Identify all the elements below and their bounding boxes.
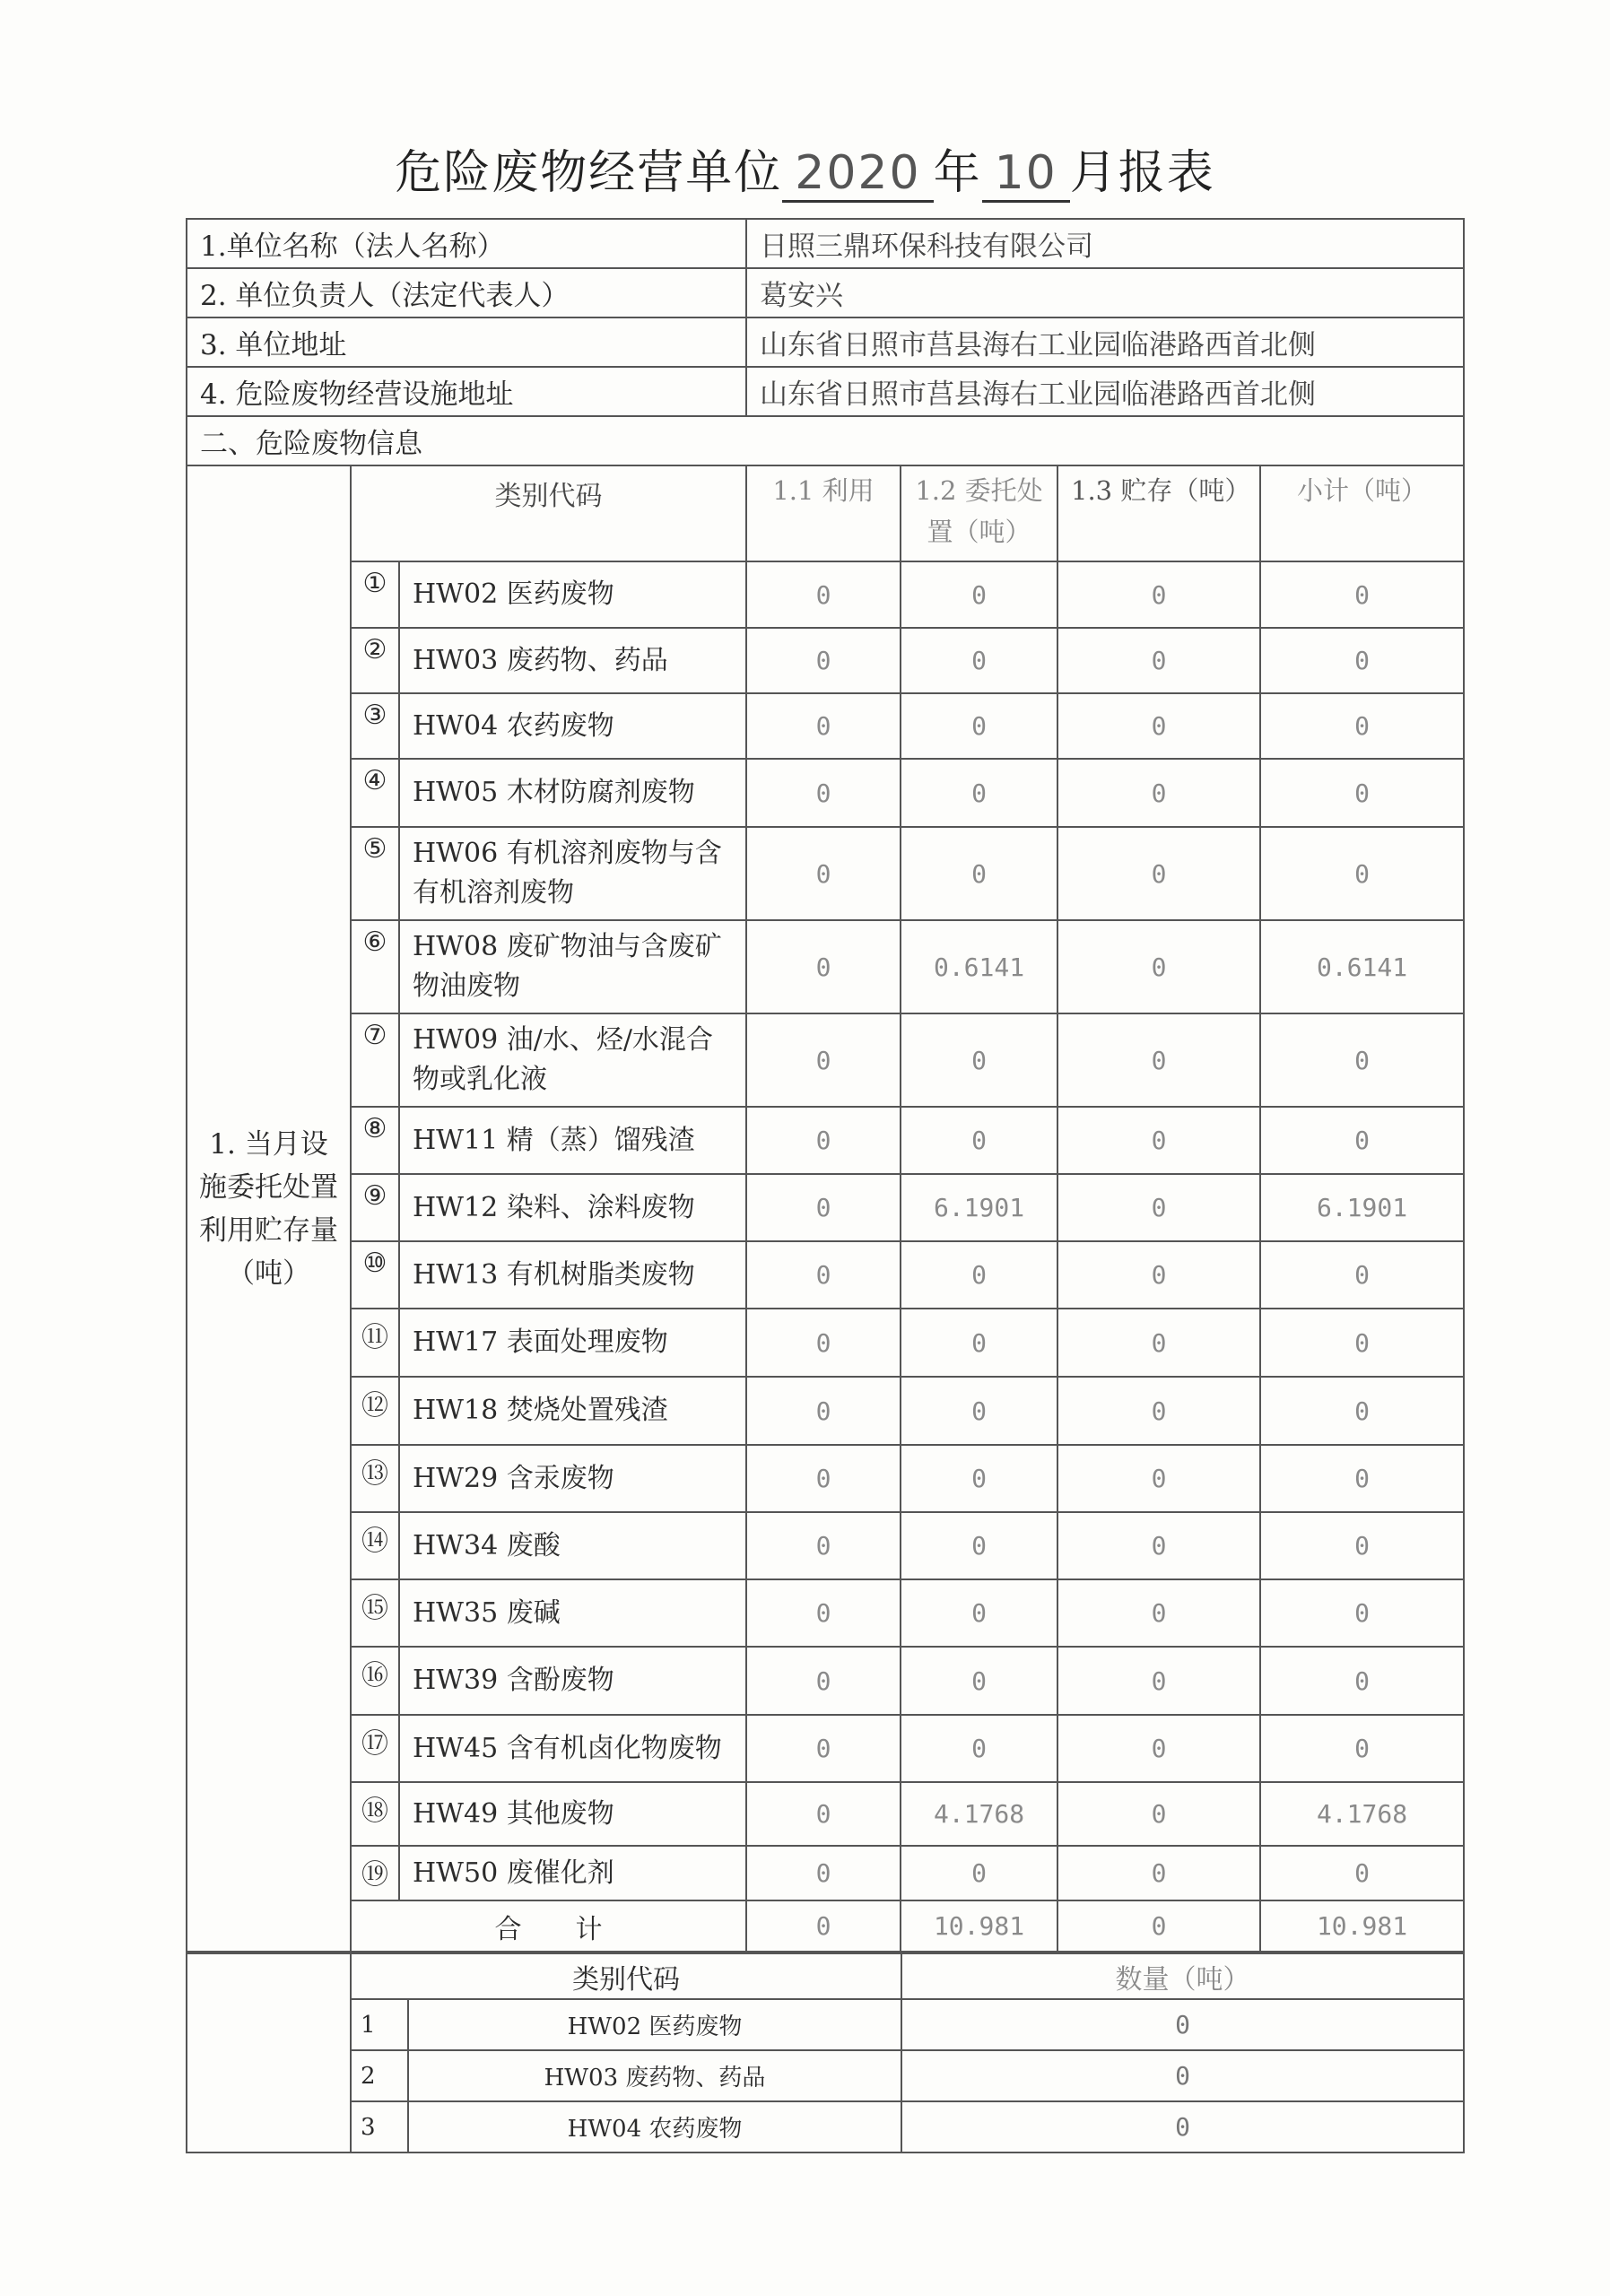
- info-row: [187, 219, 1464, 268]
- row-subtotal: 0: [1260, 693, 1464, 759]
- total-row: [187, 1900, 1464, 1952]
- report-table: [186, 218, 1465, 1952]
- sub-row: [187, 2101, 1464, 2152]
- row-use: 0: [746, 1241, 901, 1309]
- table-row: [187, 561, 1464, 628]
- sub-group-cell: [187, 1953, 351, 2152]
- row-entrust: 4.1768: [901, 1782, 1057, 1846]
- row-code: HW35 废碱: [399, 1579, 746, 1647]
- row-store: 0: [1057, 1309, 1260, 1377]
- row-code: HW17 表面处理废物: [399, 1309, 746, 1377]
- table-row: [187, 1377, 1464, 1445]
- row-store: 0: [1057, 1445, 1260, 1512]
- row-no: ④: [351, 759, 399, 827]
- row-subtotal: 0.6141: [1260, 920, 1464, 1013]
- row-no: ⑩: [351, 1241, 399, 1309]
- row-entrust: 0: [901, 1647, 1057, 1715]
- sub-row-code: HW02 医药废物: [408, 1999, 901, 2050]
- table-row: [187, 1107, 1464, 1174]
- info-value: 葛安兴: [746, 268, 1464, 317]
- sub-row: [187, 1999, 1464, 2050]
- row-subtotal: 0: [1260, 827, 1464, 920]
- row-use: 0: [746, 1445, 901, 1512]
- table-row: [187, 759, 1464, 827]
- info-label: 2. 单位负责人（法定代表人）: [187, 268, 746, 317]
- col-header-subtotal: 小计（吨）: [1260, 465, 1464, 561]
- row-store: 0: [1057, 561, 1260, 628]
- table-row: [187, 920, 1464, 1013]
- row-no: ②: [351, 628, 399, 693]
- report-form: [186, 218, 1463, 2143]
- sub-row-qty: 0: [901, 2101, 1464, 2152]
- info-row: [187, 367, 1464, 416]
- row-code: HW06 有机溶剂废物与含有机溶剂废物: [399, 827, 746, 920]
- row-code: HW12 染料、涂料废物: [399, 1174, 746, 1241]
- total-subtotal: 10.981: [1260, 1900, 1464, 1952]
- col-header-code: 类别代码: [351, 465, 746, 561]
- row-use: 0: [746, 561, 901, 628]
- info-value: 日照三鼎环保科技有限公司: [746, 219, 1464, 268]
- row-subtotal: 0: [1260, 1579, 1464, 1647]
- table-row: [187, 1445, 1464, 1512]
- table-row: [187, 1241, 1464, 1309]
- row-entrust: 0: [901, 561, 1057, 628]
- table-row: [187, 1846, 1464, 1900]
- row-no: ⑫: [351, 1377, 399, 1445]
- row-store: 0: [1057, 1013, 1260, 1107]
- row-use: 0: [746, 1579, 901, 1647]
- row-store: 0: [1057, 827, 1260, 920]
- row-entrust: 0: [901, 1579, 1057, 1647]
- total-store: 0: [1057, 1900, 1260, 1952]
- row-no: ⑧: [351, 1107, 399, 1174]
- row-no: ⑱: [351, 1782, 399, 1846]
- row-code: HW34 废酸: [399, 1512, 746, 1579]
- row-entrust: 0: [901, 1512, 1057, 1579]
- info-label: 4. 危险废物经营设施地址: [187, 367, 746, 416]
- row-store: 0: [1057, 1782, 1260, 1846]
- row-no: ⑨: [351, 1174, 399, 1241]
- sub-header-row: [187, 1953, 1464, 1999]
- row-entrust: 0.6141: [901, 920, 1057, 1013]
- section-heading: 二、危险废物信息: [187, 416, 1464, 465]
- row-store: 0: [1057, 1241, 1260, 1309]
- row-entrust: 0: [901, 1377, 1057, 1445]
- table-row: [187, 1647, 1464, 1715]
- table-header-row: [187, 465, 1464, 561]
- row-no: ⑯: [351, 1647, 399, 1715]
- row-subtotal: 4.1768: [1260, 1782, 1464, 1846]
- row-subtotal: 0: [1260, 1846, 1464, 1900]
- row-store: 0: [1057, 1512, 1260, 1579]
- row-use: 0: [746, 1512, 901, 1579]
- col-header-store: 1.3 贮存（吨）: [1057, 465, 1260, 561]
- row-no: ⑭: [351, 1512, 399, 1579]
- row-store: 0: [1057, 693, 1260, 759]
- row-subtotal: 0: [1260, 1013, 1464, 1107]
- row-code: HW13 有机树脂类废物: [399, 1241, 746, 1309]
- table-row: [187, 1715, 1464, 1782]
- row-subtotal: 0: [1260, 1309, 1464, 1377]
- sub-row: [187, 2050, 1464, 2101]
- row-no: ⑮: [351, 1579, 399, 1647]
- row-subtotal: 0: [1260, 561, 1464, 628]
- row-use: 0: [746, 1846, 901, 1900]
- title-suffix: 月报表: [1069, 146, 1215, 200]
- row-use: 0: [746, 827, 901, 920]
- title-month: 10: [982, 146, 1070, 203]
- page-title: [0, 135, 1610, 203]
- row-subtotal: 6.1901: [1260, 1174, 1464, 1241]
- row-use: 0: [746, 1174, 901, 1241]
- total-label: 合 计: [351, 1900, 746, 1952]
- row-entrust: 0: [901, 1107, 1057, 1174]
- row-use: 0: [746, 1309, 901, 1377]
- row-use: 0: [746, 920, 901, 1013]
- table-row: [187, 1174, 1464, 1241]
- section-row: [187, 416, 1464, 465]
- row-code: HW39 含酚废物: [399, 1647, 746, 1715]
- info-label: 3. 单位地址: [187, 317, 746, 367]
- row-code: HW02 医药废物: [399, 561, 746, 628]
- row-entrust: 0: [901, 628, 1057, 693]
- table-row: [187, 628, 1464, 693]
- info-row: [187, 268, 1464, 317]
- row-entrust: 0: [901, 827, 1057, 920]
- row-entrust: 0: [901, 1241, 1057, 1309]
- row-store: 0: [1057, 1579, 1260, 1647]
- row-subtotal: 0: [1260, 1377, 1464, 1445]
- row-use: 0: [746, 693, 901, 759]
- col-header-use: 1.1 利用: [746, 465, 901, 561]
- info-value: 山东省日照市莒县海右工业园临港路西首北侧: [746, 367, 1464, 416]
- sub-row-qty: 0: [901, 1999, 1464, 2050]
- table-row: [187, 693, 1464, 759]
- row-code: HW09 油/水、烃/水混合物或乳化液: [399, 1013, 746, 1107]
- row-code: HW08 废矿物油与含废矿物油废物: [399, 920, 746, 1013]
- sub-row-code: HW03 废药物、药品: [408, 2050, 901, 2101]
- row-code: HW45 含有机卤化物废物: [399, 1715, 746, 1782]
- sub-row-no: 2: [351, 2050, 408, 2101]
- row-store: 0: [1057, 1647, 1260, 1715]
- row-code: HW49 其他废物: [399, 1782, 746, 1846]
- row-subtotal: 0: [1260, 1107, 1464, 1174]
- row-entrust: 0: [901, 1846, 1057, 1900]
- row-no: ⑰: [351, 1715, 399, 1782]
- row-use: 0: [746, 1715, 901, 1782]
- row-code: HW29 含汞废物: [399, 1445, 746, 1512]
- row-entrust: 0: [901, 1715, 1057, 1782]
- row-no: ⑦: [351, 1013, 399, 1107]
- group-label: 1. 当月设施委托处置利用贮存量（吨）: [187, 465, 351, 1952]
- row-use: 0: [746, 1782, 901, 1846]
- table-row: [187, 827, 1464, 920]
- row-store: 0: [1057, 1377, 1260, 1445]
- row-code: HW11 精（蒸）馏残渣: [399, 1107, 746, 1174]
- row-use: 0: [746, 759, 901, 827]
- row-subtotal: 0: [1260, 1445, 1464, 1512]
- row-code: HW05 木材防腐剂废物: [399, 759, 746, 827]
- row-entrust: 6.1901: [901, 1174, 1057, 1241]
- row-no: ⑬: [351, 1445, 399, 1512]
- row-subtotal: 0: [1260, 759, 1464, 827]
- row-no: ⑥: [351, 920, 399, 1013]
- title-year-unit: 年: [933, 146, 982, 200]
- row-use: 0: [746, 1647, 901, 1715]
- table-row: [187, 1512, 1464, 1579]
- row-code: HW18 焚烧处置残渣: [399, 1377, 746, 1445]
- row-no: ⑤: [351, 827, 399, 920]
- total-entrust: 10.981: [901, 1900, 1057, 1952]
- sub-row-no: 1: [351, 1999, 408, 2050]
- row-store: 0: [1057, 1715, 1260, 1782]
- info-row: [187, 317, 1464, 367]
- row-code: HW03 废药物、药品: [399, 628, 746, 693]
- row-no: ⑪: [351, 1309, 399, 1377]
- row-subtotal: 0: [1260, 628, 1464, 693]
- row-no: ⑲: [351, 1846, 399, 1900]
- row-store: 0: [1057, 628, 1260, 693]
- row-store: 0: [1057, 759, 1260, 827]
- title-prefix: 危险废物经营单位: [395, 146, 783, 200]
- row-entrust: 0: [901, 759, 1057, 827]
- row-use: 0: [746, 1107, 901, 1174]
- row-use: 0: [746, 1377, 901, 1445]
- row-entrust: 0: [901, 693, 1057, 759]
- row-code: HW04 农药废物: [399, 693, 746, 759]
- row-code: HW50 废催化剂: [399, 1846, 746, 1900]
- col-header-entrust: 1.2 委托处置（吨）: [901, 465, 1057, 561]
- row-subtotal: 0: [1260, 1512, 1464, 1579]
- sub-row-qty: 0: [901, 2050, 1464, 2101]
- row-use: 0: [746, 628, 901, 693]
- sub-col-code: 类别代码: [351, 1953, 901, 1999]
- sub-row-code: HW04 农药废物: [408, 2101, 901, 2152]
- sub-table: [186, 1952, 1465, 2153]
- row-entrust: 0: [901, 1445, 1057, 1512]
- row-entrust: 0: [901, 1309, 1057, 1377]
- table-row: [187, 1309, 1464, 1377]
- row-use: 0: [746, 1013, 901, 1107]
- row-no: ①: [351, 561, 399, 628]
- row-store: 0: [1057, 1174, 1260, 1241]
- row-no: ③: [351, 693, 399, 759]
- row-subtotal: 0: [1260, 1241, 1464, 1309]
- row-entrust: 0: [901, 1013, 1057, 1107]
- row-store: 0: [1057, 1846, 1260, 1900]
- row-store: 0: [1057, 1107, 1260, 1174]
- info-value: 山东省日照市莒县海右工业园临港路西首北侧: [746, 317, 1464, 367]
- sub-col-qty: 数量（吨）: [901, 1953, 1464, 1999]
- row-subtotal: 0: [1260, 1647, 1464, 1715]
- row-subtotal: 0: [1260, 1715, 1464, 1782]
- info-label: 1.单位名称（法人名称）: [187, 219, 746, 268]
- row-store: 0: [1057, 920, 1260, 1013]
- total-use: 0: [746, 1900, 901, 1952]
- sub-row-no: 3: [351, 2101, 408, 2152]
- title-year: 2020: [782, 146, 933, 203]
- table-row: [187, 1579, 1464, 1647]
- table-row: [187, 1782, 1464, 1846]
- table-row: [187, 1013, 1464, 1107]
